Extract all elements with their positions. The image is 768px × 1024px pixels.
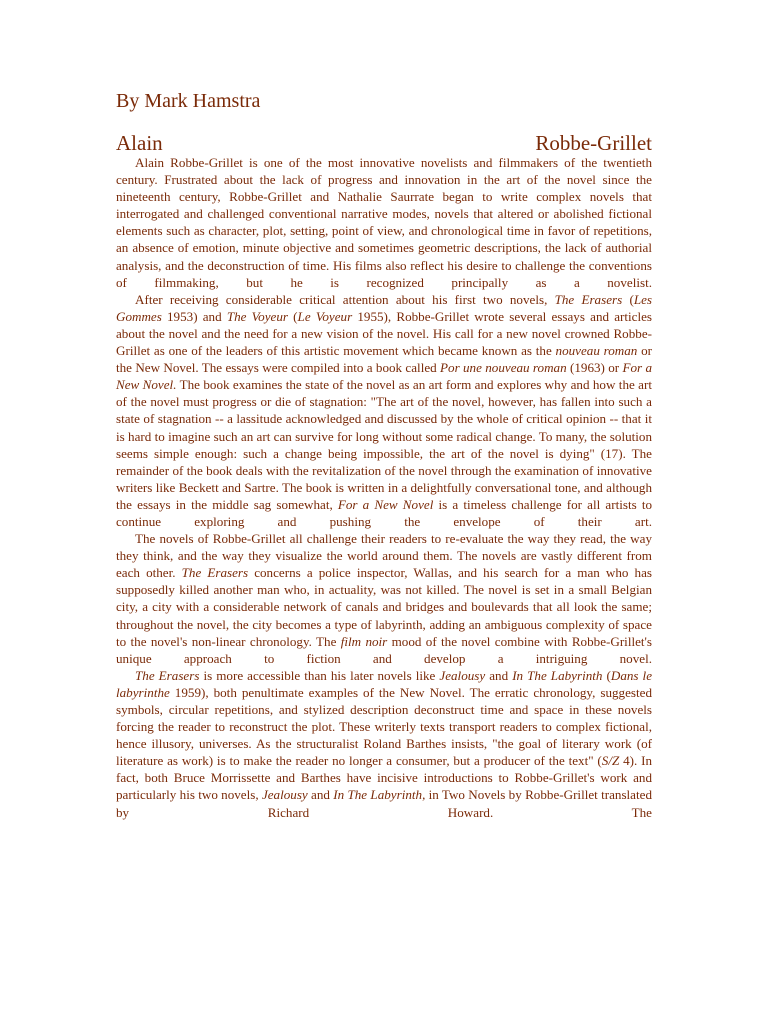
italic-title-text: nouveau roman <box>555 343 638 359</box>
paragraph-text: ( <box>602 667 611 683</box>
italic-title-text: The Erasers <box>181 565 249 581</box>
article-title <box>116 130 652 156</box>
paragraph-text: 1955), Robbe-Grillet wrote several essays and articles about the novel and the need for a new vision of the novel. His call for a new novel crowned Robbe-Grillet as one of the leaders of this artistic movement which became known as the <box>116 308 653 359</box>
article-paragraph <box>116 154 652 291</box>
article-body <box>116 154 652 821</box>
paragraph-text: 4). In fact, both Bruce Morrissette and Barthes have incisive introductions to Robbe-Grillet's work and particularly his two novels, <box>116 753 652 803</box>
paragraph-text: The novels of Robbe-Grillet all challenge their readers to re-evaluate the way they read, the way they think, and the way they visualize the world around them. The novels are vastly different from each other. <box>116 531 652 581</box>
article-paragraph <box>116 667 652 821</box>
paragraph-text: mood of the novel combine with Robbe-Grillet's unique approach to fiction and develop a intriguing novel. <box>116 633 652 666</box>
paragraph-text: in Two Novels by Robbe-Grillet translated by Richard Howard. The <box>116 787 652 820</box>
italic-title-text: For a New Novel <box>337 496 434 512</box>
italic-title-text: Le Voyeur <box>297 308 353 324</box>
paragraph-text: The book examines the state of the novel as an art form and explores why and how the art of the novel must progress or die of stagnation: "The art of the novel, however, has fallen into such a state of stagnation -- a lassitude acknowledged and discussed by the whole of critical opinion -- that it is hard to imagine such an art can survive for long without some radical change. To many, the solution seems simple enough: such a change being impossible, the art of the novel is dying" (17). The remainder of the book deals with the revitalization of the novel through the examination of innovative writers like Beckett and Sartre. The book is written in a delightfully conversational tone, and although the essays in the middle sag somewhat, <box>116 377 652 512</box>
paragraph-text: or the New Novel. The essays were compiled into a book called <box>116 343 653 376</box>
italic-title-text: S/Z <box>601 753 620 769</box>
paragraph-text: 1959), both penultimate examples of the New Novel. The erratic chronology, suggested symbols, circular repetitions, and stylized description deconstruct time and space in these novels forcing the reader to reconstruct the plot. These writerly texts transport readers to complex fictional, hence illusory, universes. As the structuralist Roland Barthes insists, "the goal of literary work (of literature as work) is to make the reader no longer a consumer, but a producer of the text" ( <box>116 684 652 769</box>
italic-title-text: film noir <box>340 633 388 649</box>
paragraph-text: ( <box>622 291 634 307</box>
paragraph-text: (1963) or <box>566 360 623 376</box>
italic-title-text: Dans le labyrinthe <box>116 667 653 700</box>
paragraph-text: 1953) and <box>161 308 227 324</box>
paragraph-text: After receiving considerable critical attention about his first two novels, <box>135 291 555 307</box>
italic-title-text: Jealousy <box>439 667 486 683</box>
italic-title-text: The Erasers <box>135 667 200 683</box>
paragraph-text: is more accessible than his later novels like <box>199 667 440 683</box>
italic-title-text: The Erasers <box>554 291 623 307</box>
article-paragraph <box>116 291 652 530</box>
article-paragraph <box>116 530 652 667</box>
byline: By Mark Hamstra <box>116 90 261 112</box>
italic-title-text: In The Labyrinth <box>512 667 603 683</box>
paragraph-text: is a timeless challenge for all artists to continue exploring and pushing the envelope of their art. <box>116 496 653 529</box>
italic-title-text: In The Labyrinth, <box>333 787 426 803</box>
paragraph-text: ( <box>288 308 298 324</box>
article-title-last-word: Robbe-Grillet <box>535 131 652 155</box>
paragraph-text: Alain Robbe-Grillet is one of the most innovative novelists and filmmakers of the twentieth century. Frustrated about the lack of progress and innovation in the art of the novel since the nineteenth century, Robbe-Grillet and Nathalie Saurrate began to write complex novels that interrogated and challenged conventional narrative modes, novels that altered or abolished fictional elements such as character, plot, setting, point of view, and chronological time in favor of repetitions, an absence of emotion, minute objective and sometimes geometric descriptions, the lack of authorial analysis, and the deconstruction of time. His films also reflect his desire to challenge the conventions of filmmaking, but he is recognized principally as a novelist. <box>116 155 652 290</box>
italic-title-text: The Voyeur <box>226 308 288 324</box>
italic-title-text: Jealousy <box>261 787 308 803</box>
italic-title-text: For a New Novel. <box>116 360 653 393</box>
paragraph-text: and <box>307 787 334 803</box>
paragraph-text: and <box>485 667 513 683</box>
article-title-first-word: Alain <box>116 131 163 155</box>
italic-title-text: Les Gommes <box>116 291 653 324</box>
paragraph-text: concerns a police inspector, Wallas, and his search for a man who has supposedly killed another man who, in actuality, was not killed. The novel is set in a small Belgian city, a city with a considerable network of canals and bridges and boulevards that all look the same; throughout the novel, the city becomes a type of labyrinth, adding an ambiguous complexity of space to the novel's non-linear chronology. The <box>116 565 652 649</box>
italic-title-text: Por une nouveau roman <box>440 360 567 376</box>
